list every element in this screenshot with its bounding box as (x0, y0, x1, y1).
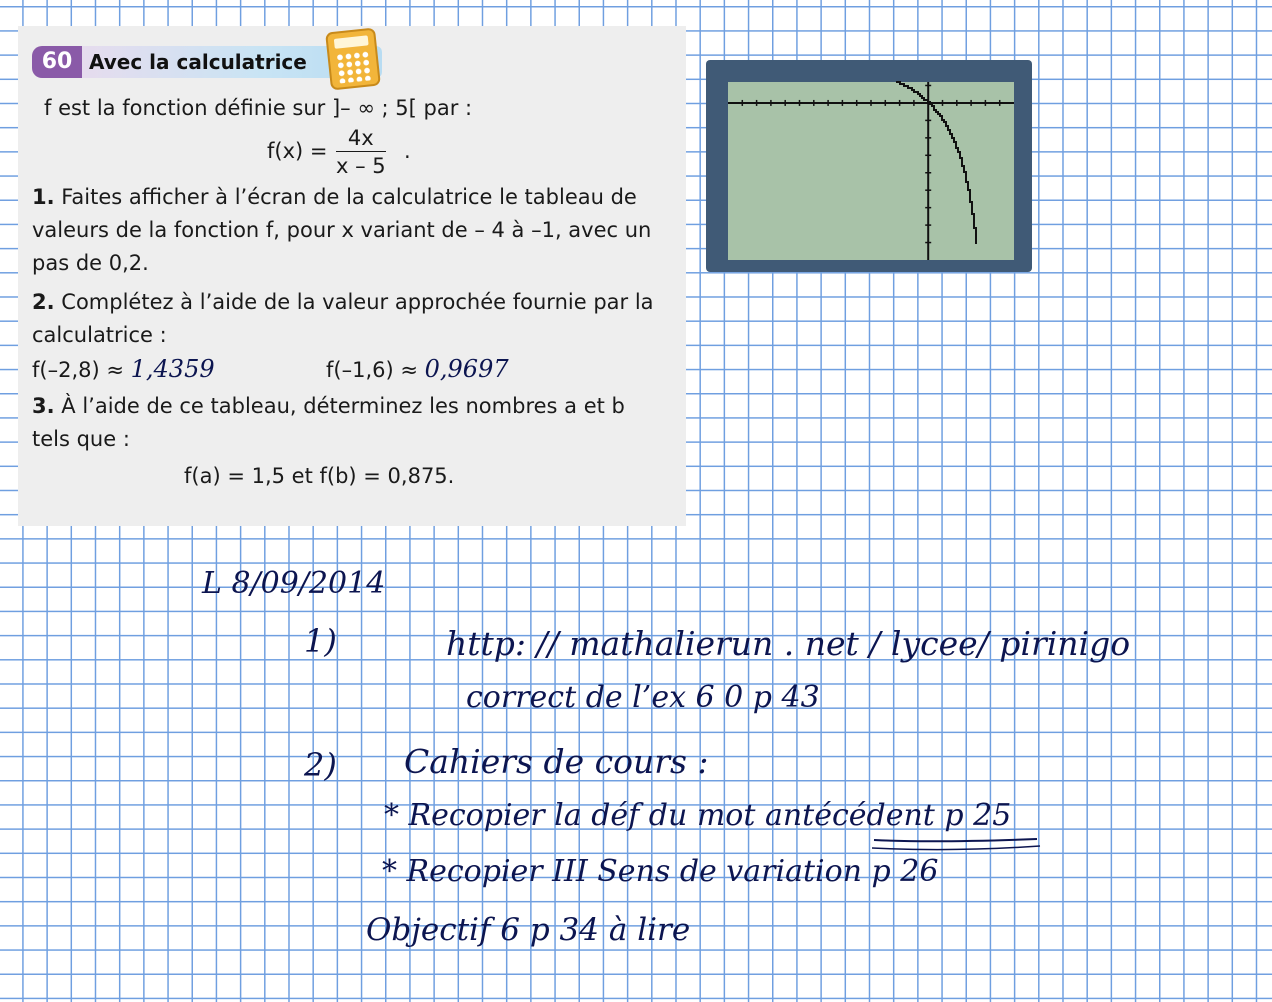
question-2-label: 2. (32, 290, 55, 314)
calculator-screen (706, 60, 1032, 272)
calculator-icon-keys (335, 50, 372, 83)
note-bullet-1: * Recopier la déf du mot antécédent p 25 (384, 798, 1012, 833)
question-3-equation: f(a) = 1,5 et f(b) = 0,875. (184, 464, 455, 488)
calculator-graph (716, 70, 1022, 262)
calculator-icon (325, 28, 381, 91)
approximation-2-value: 0,9697 (424, 355, 509, 383)
approximation-1 (32, 352, 215, 387)
approximation-2 (326, 352, 509, 387)
question-3-text: À l’aide de ce tableau, déterminez les nombres a et b tels que : (32, 394, 625, 451)
formula-lhs: f(x) = (267, 139, 328, 163)
note-item-2-line-1: Cahiers de cours : (404, 742, 709, 781)
approximation-1-value: 1,4359 (130, 355, 215, 383)
question-1-label: 1. (32, 185, 55, 209)
formula-denominator: x – 5 (336, 154, 386, 178)
exercise-number: 60 (32, 46, 82, 78)
note-item-2-number: 2) (304, 746, 337, 784)
note-item-1-number: 1) (304, 622, 337, 660)
function-formula (32, 125, 686, 181)
note-date: L 8/09/2014 (202, 566, 386, 601)
question-3 (32, 390, 686, 456)
note-objectif: Objectif 6 p 34 à lire (366, 912, 691, 948)
exercise-intro: f est la fonction définie sur ]– ∞ ; 5[ par : (44, 96, 473, 120)
approximation-2-label: f(–1,6) ≈ (326, 358, 418, 382)
calculator-icon-screen (334, 35, 369, 48)
exercise-card (18, 26, 686, 526)
note-item-1-line-2: correct de l’ex 6 0 p 43 (466, 680, 820, 715)
exercise-header (32, 46, 686, 82)
formula-fraction (336, 125, 386, 180)
question-1 (32, 181, 686, 280)
approximation-row (32, 352, 686, 386)
formula-end: . (404, 139, 411, 163)
exercise-title: Avec la calculatrice (89, 50, 307, 74)
note-bullet-2: * Recopier III Sens de variation p 26 (382, 854, 939, 889)
question-2-text: Complétez à l’aide de la valeur approchée fournie par la calculatrice : (32, 290, 654, 347)
question-3-label: 3. (32, 394, 55, 418)
note-item-1-line-1: http: // mathalierun . net / lycee/ pirinigo (446, 624, 1131, 663)
formula-numerator: 4x (336, 125, 386, 152)
note-underline (872, 836, 1042, 852)
question-2 (32, 286, 686, 352)
question-1-text: Faites afficher à l’écran de la calculatrice le tableau de valeurs de la fonction f, pour x variant de – 4 à –1, avec un pas de 0,2. (32, 185, 652, 275)
approximation-1-label: f(–2,8) ≈ (32, 358, 124, 382)
lcd-background (728, 82, 1014, 260)
